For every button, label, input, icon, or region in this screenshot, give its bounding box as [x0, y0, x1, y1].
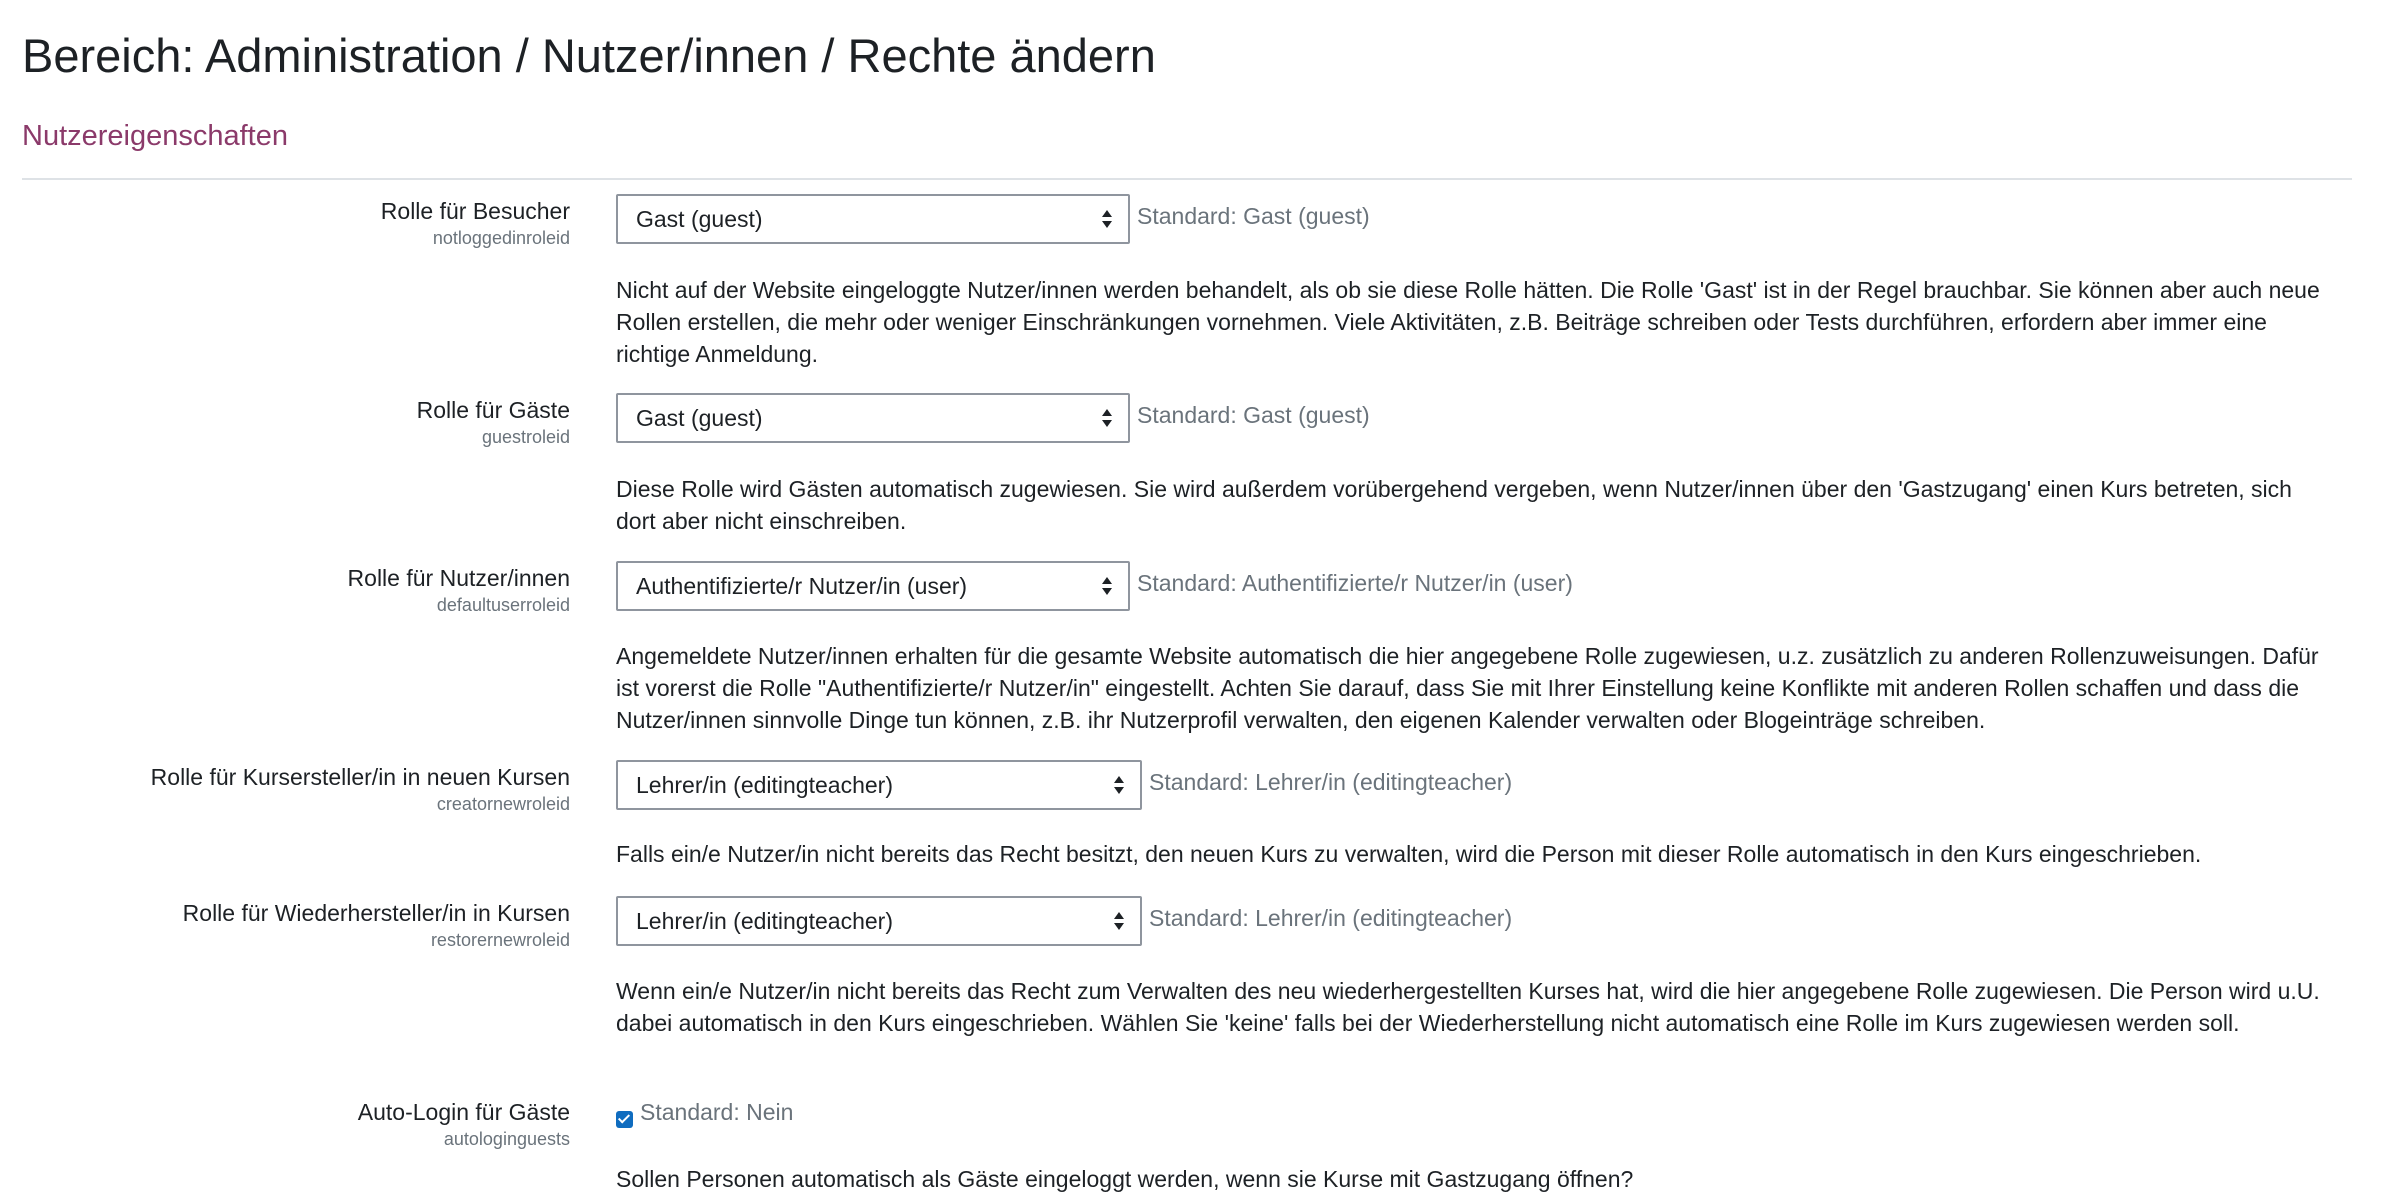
default-value: Standard: Gast (guest)	[1137, 203, 1370, 229]
select-arrows-icon	[1102, 409, 1112, 427]
setting-label: Rolle für Besucher	[380, 198, 570, 224]
select-value: Lehrer/in (editingteacher)	[636, 908, 893, 934]
setting-key: autologinguests	[443, 1129, 570, 1149]
setting-description: Wenn ein/e Nutzer/in nicht bereits das Recht zum Verwalten des neu wiederhergestellten Kurses hat, wird die hier angegebene Rolle zugewiesen. Die Person wird u.U. dabei automatisch in den Kurs eingeschrieben. Wählen Sie 'keine' falls bei der Wiederherstellung nicht automatisch eine Rolle im Kurs zugewiesen werden soll.	[616, 978, 2320, 1036]
select-value: Lehrer/in (editingteacher)	[636, 772, 893, 798]
default-value: Standard: Nein	[640, 1099, 794, 1125]
setting-label-group	[381, 196, 570, 250]
select-arrows-icon	[1102, 577, 1112, 595]
setting-label: Rolle für Nutzer/innen	[347, 565, 570, 591]
setting-key: guestroleid	[481, 427, 570, 447]
autologin-checkbox[interactable]	[616, 1111, 633, 1128]
role-select-restorernewroleid[interactable]	[616, 896, 1142, 946]
default-value: Standard: Lehrer/in (editingteacher)	[1149, 905, 1513, 931]
section-divider	[22, 178, 2352, 180]
page-title: Bereich: Administration / Nutzer/innen / Rechte ändern	[22, 29, 1156, 82]
setting-label-group	[151, 762, 570, 816]
setting-key: restorernewroleid	[430, 930, 570, 950]
setting-description: Nicht auf der Website eingeloggte Nutzer/innen werden behandelt, als ob sie diese Rolle hätten. Die Rolle 'Gast' ist in der Regel brauchbar. Sie können aber auch neue Rollen erstellen, die mehr oder weniger Einschränkungen vornehmen. Viele Aktivitäten, z.B. Beiträge schreiben oder Tests durchführen, erfordern aber immer eine richtige Anmeldung.	[616, 277, 2320, 367]
setting-label: Rolle für Wiederhersteller/in in Kursen	[182, 900, 570, 926]
select-value: Authentifizierte/r Nutzer/in (user)	[636, 573, 968, 599]
setting-description: Angemeldete Nutzer/innen erhalten für die gesamte Website automatisch die hier angegebene Rolle zugewiesen, u.z. zusätzlich zu anderen Rollenzuweisungen. Dafür ist vorerst die Rolle "Authentifizierte/r Nutzer/in" eingestellt. Achten Sie darauf, dass Sie mit Ihrer Einstellung keine Konflikte mit anderen Rollen schaffen und dass die Nutzer/innen sinnvolle Dinge tun können, z.B. ihr Nutzerprofil verwalten, den eigenen Kalender verwalten oder Blogeinträge schreiben.	[616, 643, 2319, 733]
default-value: Standard: Authentifizierte/r Nutzer/in (user)	[1137, 570, 1573, 596]
section-title: Nutzereigenschaften	[22, 120, 288, 152]
setting-key: notloggedinroleid	[432, 228, 570, 248]
default-value: Standard: Lehrer/in (editingteacher)	[1149, 769, 1513, 795]
setting-description: Diese Rolle wird Gästen automatisch zugewiesen. Sie wird außerdem vorübergehend vergeben, wenn Nutzer/innen über den 'Gastzugang' einen Kurs betreten, sich dort aber nicht einschreiben.	[616, 476, 2292, 534]
select-arrows-icon	[1114, 776, 1124, 794]
setting-label: Rolle für Gäste	[416, 397, 570, 423]
setting-label-group	[348, 563, 570, 617]
setting-key: creatornewroleid	[436, 794, 570, 814]
setting-label-group	[183, 898, 570, 952]
select-value: Gast (guest)	[636, 206, 763, 232]
setting-label-group	[417, 395, 570, 449]
default-value: Standard: Gast (guest)	[1137, 402, 1370, 428]
setting-description: Falls ein/e Nutzer/in nicht bereits das Recht besitzt, den neuen Kurs zu verwalten, wird die Person mit dieser Rolle automatisch in den Kurs eingeschrieben.	[616, 841, 2202, 867]
setting-label: Rolle für Kursersteller/in in neuen Kursen	[150, 764, 570, 790]
select-arrows-icon	[1114, 912, 1124, 930]
role-select-defaultuserroleid[interactable]	[616, 561, 1130, 611]
setting-description: Sollen Personen automatisch als Gäste eingeloggt werden, wenn sie Kurse mit Gastzugang öffnen?	[616, 1166, 1634, 1192]
role-select-notloggedinroleid[interactable]	[616, 194, 1130, 244]
select-arrows-icon	[1102, 210, 1112, 228]
setting-label-group	[358, 1097, 570, 1151]
role-select-creatornewroleid[interactable]	[616, 760, 1142, 810]
setting-key: defaultuserroleid	[436, 595, 570, 615]
select-value: Gast (guest)	[636, 405, 763, 431]
role-select-guestroleid[interactable]	[616, 393, 1130, 443]
setting-label: Auto-Login für Gäste	[357, 1099, 570, 1125]
